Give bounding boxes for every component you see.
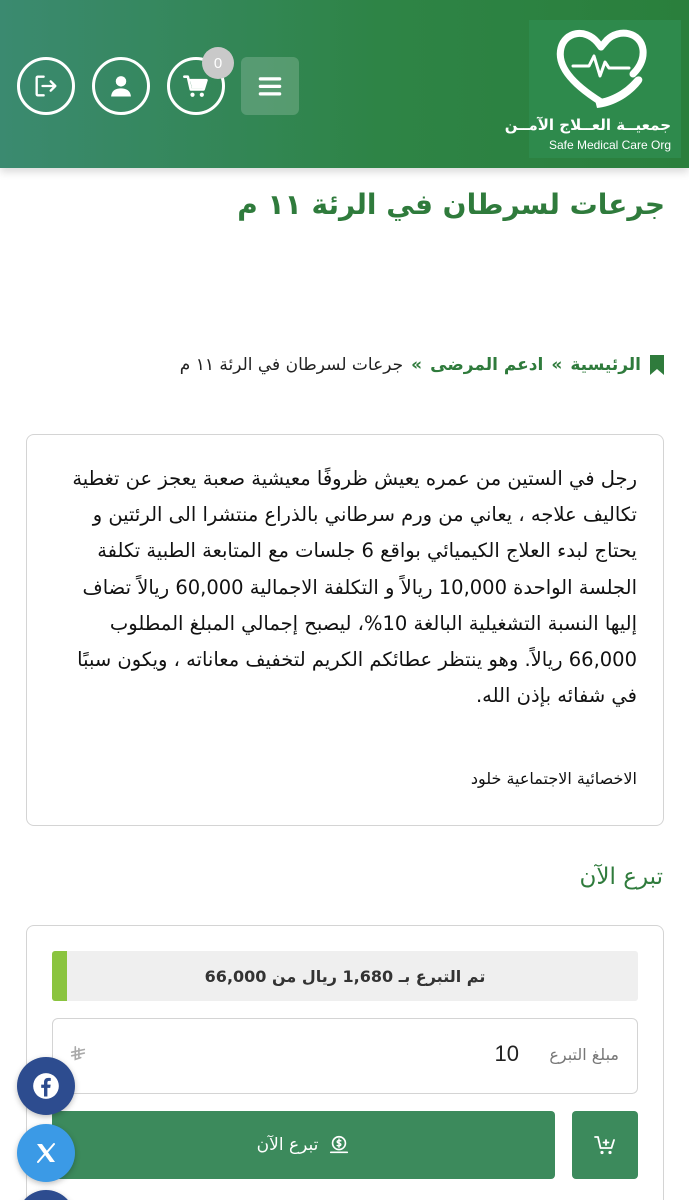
donation-progress-bar bbox=[52, 951, 638, 1001]
cart-plus-icon bbox=[593, 1133, 617, 1157]
amount-value[interactable]: 10 bbox=[494, 1041, 519, 1066]
breadcrumb-home-link[interactable]: الرئيسية bbox=[570, 355, 641, 375]
logout-button[interactable] bbox=[17, 57, 75, 115]
x-share-button[interactable] bbox=[17, 1124, 75, 1182]
amount-label: مبلغ التبرع bbox=[549, 1045, 619, 1064]
cart-icon bbox=[182, 72, 210, 100]
page-title: جرعات لسرطان في الرئة ١١ م bbox=[237, 188, 665, 221]
logo-english-name: Safe Medical Care Org bbox=[548, 138, 671, 152]
donate-money-icon bbox=[328, 1134, 350, 1156]
add-to-cart-button[interactable] bbox=[572, 1111, 638, 1179]
account-button[interactable] bbox=[92, 57, 150, 115]
breadcrumb-separator: » bbox=[551, 355, 563, 375]
donate-button-label: تبرع الآن bbox=[256, 1135, 319, 1155]
donate-now-heading: تبرع الآن bbox=[579, 864, 663, 890]
breadcrumb-section-link[interactable]: ادعم المرضى bbox=[430, 355, 544, 375]
breadcrumb-current: جرعات لسرطان في الرئة ١١ م bbox=[179, 355, 404, 375]
bookmark-icon bbox=[649, 354, 665, 376]
breadcrumb bbox=[180, 354, 665, 376]
site-logo[interactable] bbox=[504, 20, 681, 158]
case-description-card bbox=[26, 434, 664, 826]
donation-amount-input[interactable] bbox=[52, 1018, 638, 1094]
facebook-share-button[interactable] bbox=[17, 1057, 75, 1115]
heart-hand-logo-icon bbox=[549, 22, 654, 114]
site-header bbox=[0, 0, 689, 168]
menu-button[interactable] bbox=[241, 57, 299, 115]
user-icon bbox=[107, 72, 135, 100]
menu-icon bbox=[255, 71, 285, 101]
donation-card bbox=[26, 925, 664, 1200]
logout-icon bbox=[32, 72, 60, 100]
cart-count-badge: 0 bbox=[202, 47, 234, 79]
breadcrumb-separator: » bbox=[411, 355, 423, 375]
facebook-icon bbox=[32, 1072, 60, 1100]
donate-now-button[interactable] bbox=[52, 1111, 555, 1179]
riyal-currency-icon bbox=[69, 1045, 87, 1068]
x-icon bbox=[34, 1141, 58, 1165]
logo-arabic-name: جمعيــة العــلاج الآمــن bbox=[504, 116, 671, 134]
case-description-text: رجل في الستين من عمره يعيش ظروفًا معيشية صعبة يعجز عن تغطية تكاليف علاجه ، يعاني من ورم سرطاني بالذراع منتشرا الى الرئتين و يحتاج لبدء العلاج الكيميائي بواقع 6 جلسات مع المتابعة الطبية تكلفة الجلسة الواحدة 10,000 ريالاً و التكلفة الاجمالية 60,000 ريالاً تضاف إليها النسبة التشغيلية البالغة 10%، ليصبح إجمالي المبلغ المطلوب 66,000 ريالاً. وهو ينتظر عطائكم الكريم لتخفيف معاناته ، ويكون سببًا في شفائه بإذن الله. bbox=[72, 467, 637, 708]
donation-progress-text: تم التبرع بـ 1,680 ريال من 66,000 bbox=[204, 966, 486, 986]
case-signature: الاخصائية الاجتماعية خلود bbox=[470, 769, 637, 788]
